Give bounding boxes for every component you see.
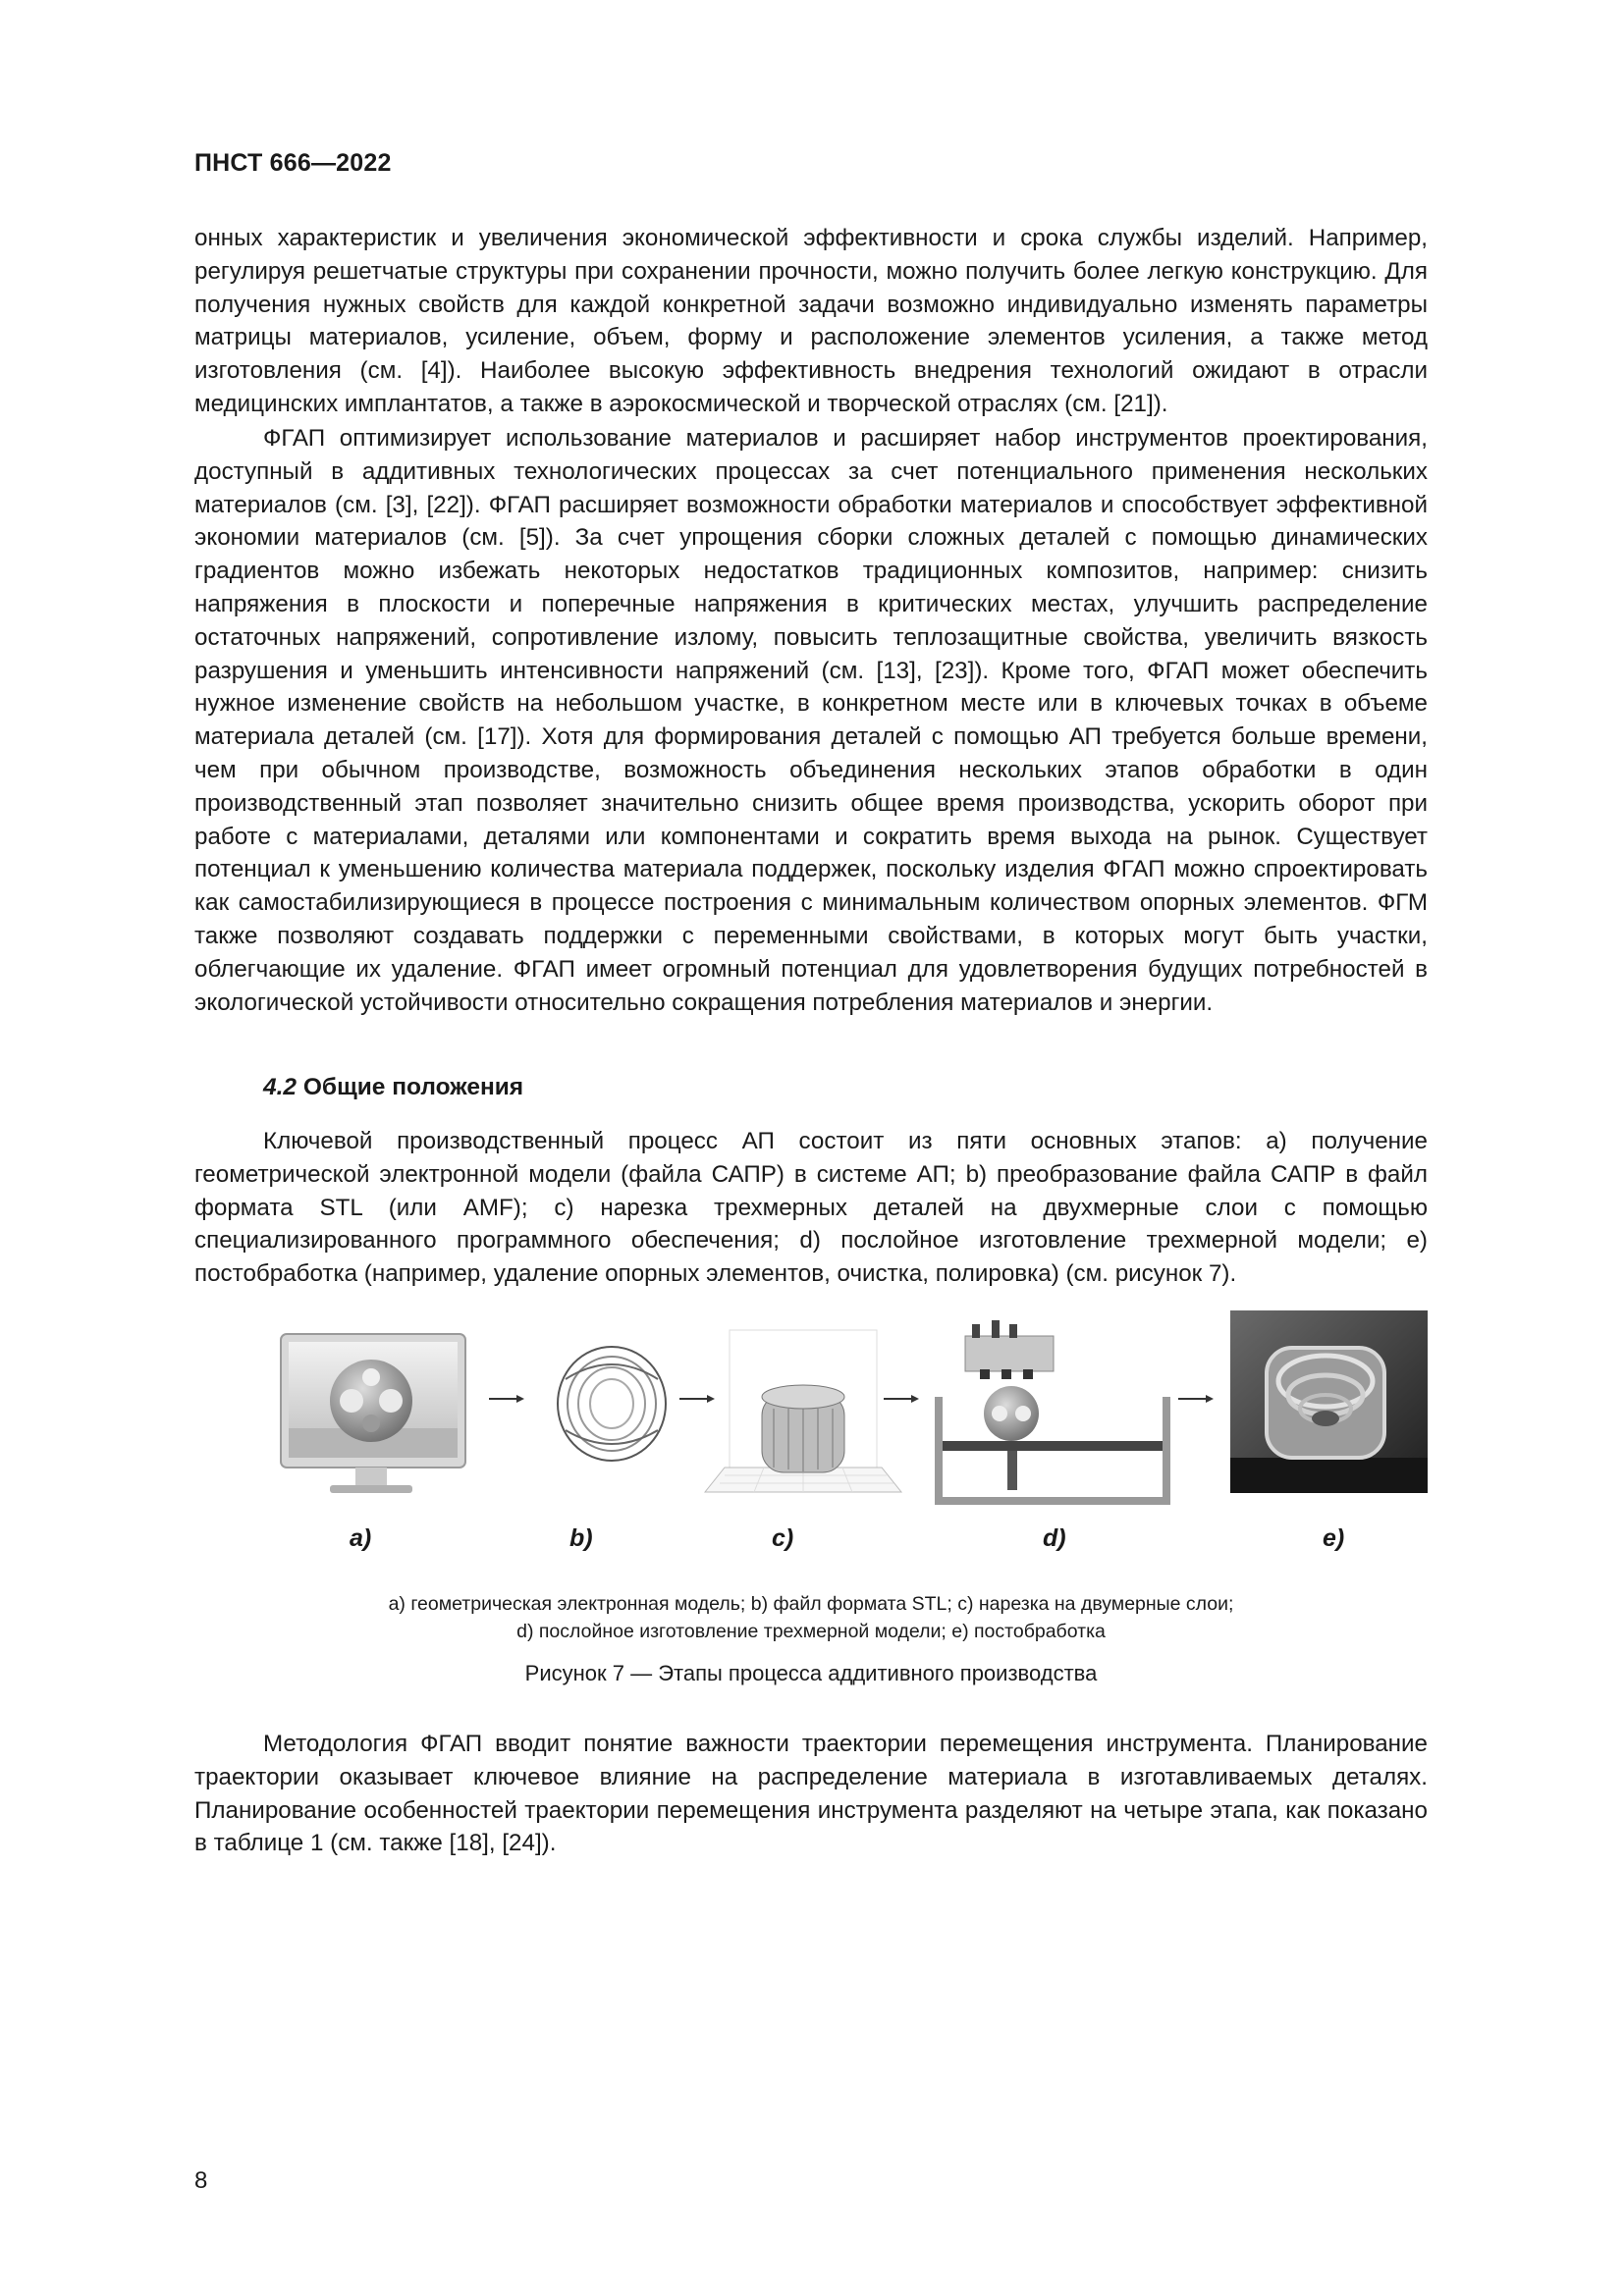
figure-label-e: e) <box>1323 1524 1345 1552</box>
figure-caption: Рисунок 7 — Этапы процесса аддитивного производства <box>524 1661 1098 1685</box>
stl-model-image <box>558 1347 666 1461</box>
body-paragraph-3 <box>194 1125 1428 1291</box>
body-paragraph-2 <box>194 422 1428 1019</box>
arrow-c-d <box>884 1395 919 1403</box>
document-header: ПНСТ 666—2022 <box>194 149 392 177</box>
cad-monitor-image <box>281 1334 465 1493</box>
figure-label-d: d) <box>1043 1524 1066 1552</box>
body-paragraph-1 <box>194 222 1428 421</box>
arrow-d-e <box>1178 1395 1214 1403</box>
paragraph-text: онных характеристик и увеличения экономической эффективности и срока службы изделий. Например, регулируя решетчатые структуры при сохранении прочности, можно получить более легкую конструкцию. Для получения нужных свойств для каждой конкретной задачи возможно индивидуально изменять параметры матрицы материалов, усиление, объем, форму и расположение элементов усиления, а также метод изготовления (см. [4]). Наиболее высокую эффективность внедрения технологий ожидают в отрасли медицинских имплантатов, а также в аэрокосмической и творческой отраслях (см. [21]). <box>194 225 1428 417</box>
figure-label-b: b) <box>569 1524 593 1552</box>
postprocessing-photo <box>1230 1310 1428 1493</box>
figure-legend-line-2: d) послойное изготовление трехмерной модели; e) постобработка <box>516 1621 1106 1642</box>
printer-image <box>935 1320 1170 1505</box>
paragraph-text: ФГАП оптимизирует использование материалов и расширяет набор инструментов проектирования, доступный в аддитивных технологических процессах за счет потенциального применения нескольких материалов (см. [3], [22]). ФГАП расширяет возможности обработки материалов и способствует эффективной экономии материалов (см. [5]). За счет упрощения сборки сложных деталей с помощью динамических градиентов можно избежать некоторых недостатков традиционных композитов, например: снизить напряжения в плоскости и поперечные напряжения в критических местах, улучшить распределение остаточных напряжений, сопротивление излому, повысить теплозащитные свойства, увеличить вязкость разрушения и уменьшить интенсивности напряжений (см. [13], [23]). Кроме того, ФГАП может обеспечить нужное изменение свойств на небольшом участке, в конкретном месте или в ключевых точках в объеме материала деталей (см. [17]). Хотя для формирования деталей с помощью АП требуется больше времени, чем при обычном производстве, возможность объединения нескольких этапов обработки в один производственный этап позволяет значительно снизить общее время производства, ускорить оборот при работе с материалами, деталями или компонентами и сократить время выхода на рынок. Существует потенциал к уменьшению количества материала поддержек, поскольку изделия ФГАП можно спроектировать как самостабилизирующиеся в процессе построения с минимальным количеством опорных элементов. ФГМ также позволяют создавать поддержки с переменными свойствами, в которых могут быть участки, облегчающие их удаление. ФГАП имеет огромный потенциал для удовлетворения будущих потребностей в экологической устойчивости относительно сокращения потребления материалов и энергии. <box>194 425 1428 1016</box>
section-title-text: Общие положения <box>302 1074 524 1100</box>
paragraph-text: Ключевой производственный процесс АП состоит из пяти основных этапов: a) получение геометрической электронной модели (файла САПР) в системе АП; b) преобразование файла САПР в файл формата STL (или AMF); c) нарезка трехмерных деталей на двухмерные слои с помощью специализированного программного обеспечения; d) послойное изготовление трехмерной модели; e) постобработка (например, удаление опорных элементов, очистка, полировка) (см. рисунок 7). <box>194 1128 1428 1288</box>
process-illustration <box>194 1310 1428 1517</box>
body-paragraph-4 <box>194 1728 1428 1860</box>
figure-legend-line-1: a) геометрическая электронная модель; b) файл формата STL; c) нарезка на двумерные слои; <box>388 1593 1234 1615</box>
figure-label-c: c) <box>772 1524 794 1552</box>
section-heading <box>263 1074 523 1101</box>
arrow-b-c <box>679 1395 715 1403</box>
page-number: 8 <box>194 2167 208 2194</box>
section-number: 4.2 <box>263 1074 298 1100</box>
arrow-a-b <box>489 1395 524 1403</box>
figure-label-a: a) <box>350 1524 372 1552</box>
paragraph-text: Методология ФГАП вводит понятие важности траектории перемещения инструмента. Планирование траектории оказывает ключевое влияние на распределение материала в изготавливаемых деталях. Планирование особенностей траектории перемещения инструмента разделяют на четыре этапа, как показано в таблице 1 (см. также [18], [24]). <box>194 1731 1428 1857</box>
process-figure <box>194 1310 1428 1575</box>
slicing-image <box>705 1330 901 1492</box>
